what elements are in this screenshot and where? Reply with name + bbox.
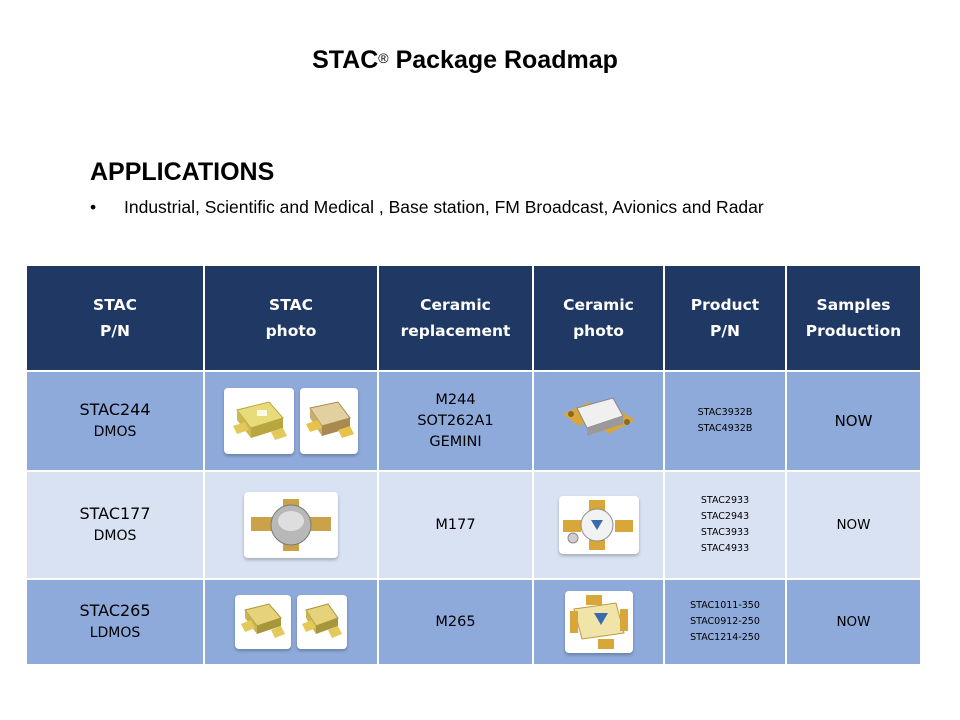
stac-pn-cell: STAC177 DMOS bbox=[26, 471, 204, 579]
stac-photo-cell bbox=[204, 371, 378, 471]
ceramic-replacement-cell: M177 bbox=[378, 471, 533, 579]
package-photo-icon bbox=[244, 492, 338, 558]
product-pn-cell: STAC1011-350 STAC0912-250 STAC1214-250 bbox=[664, 579, 786, 665]
header-ceramic-replacement: Ceramic replacement bbox=[378, 265, 533, 371]
product-pn-cell: STAC2933 STAC2943 STAC3933 STAC4933 bbox=[664, 471, 786, 579]
ceramic-package-icon bbox=[565, 591, 633, 653]
ceramic-replacement-cell: M265 bbox=[378, 579, 533, 665]
package-photo-icon bbox=[297, 595, 347, 649]
registered-mark: ® bbox=[378, 50, 389, 66]
header-stac-photo: STAC photo bbox=[204, 265, 378, 371]
table-row bbox=[26, 579, 921, 665]
table-header-row bbox=[26, 265, 921, 371]
samples-cell: NOW bbox=[786, 471, 921, 579]
ceramic-photo-cell bbox=[533, 471, 664, 579]
stac-photo-cell bbox=[204, 579, 378, 665]
page-title: STAC® Package Roadmap bbox=[312, 46, 618, 74]
samples-cell: NOW bbox=[786, 579, 921, 665]
table-row bbox=[26, 471, 921, 579]
ceramic-photo-cell bbox=[533, 579, 664, 665]
ceramic-photo-cell bbox=[533, 371, 664, 471]
header-stac-pn: STAC P/N bbox=[26, 265, 204, 371]
bullet-icon: • bbox=[90, 197, 97, 217]
package-photo-icon bbox=[235, 595, 291, 649]
stac-pn-cell: STAC244 DMOS bbox=[26, 371, 204, 471]
ceramic-package-icon bbox=[559, 392, 639, 450]
applications-bullet bbox=[90, 197, 764, 218]
roadmap-table bbox=[25, 264, 922, 666]
table-row bbox=[26, 371, 921, 471]
applications-text: Industrial, Scientific and Medical , Base station, FM Broadcast, Avionics and Radar bbox=[124, 197, 764, 217]
stac-pn-cell: STAC265 LDMOS bbox=[26, 579, 204, 665]
header-product-pn: Product P/N bbox=[664, 265, 786, 371]
header-ceramic-photo: Ceramic photo bbox=[533, 265, 664, 371]
ceramic-replacement-cell: M244 SOT262A1 GEMINI bbox=[378, 371, 533, 471]
ceramic-package-icon bbox=[559, 496, 639, 554]
header-samples-production: Samples Production bbox=[786, 265, 921, 371]
package-photo-icon bbox=[224, 388, 294, 454]
product-pn-cell: STAC3932B STAC4932B bbox=[664, 371, 786, 471]
stac-photo-cell bbox=[204, 471, 378, 579]
samples-cell: NOW bbox=[786, 371, 921, 471]
applications-heading: APPLICATIONS bbox=[90, 158, 275, 186]
package-photo-icon bbox=[300, 388, 358, 454]
